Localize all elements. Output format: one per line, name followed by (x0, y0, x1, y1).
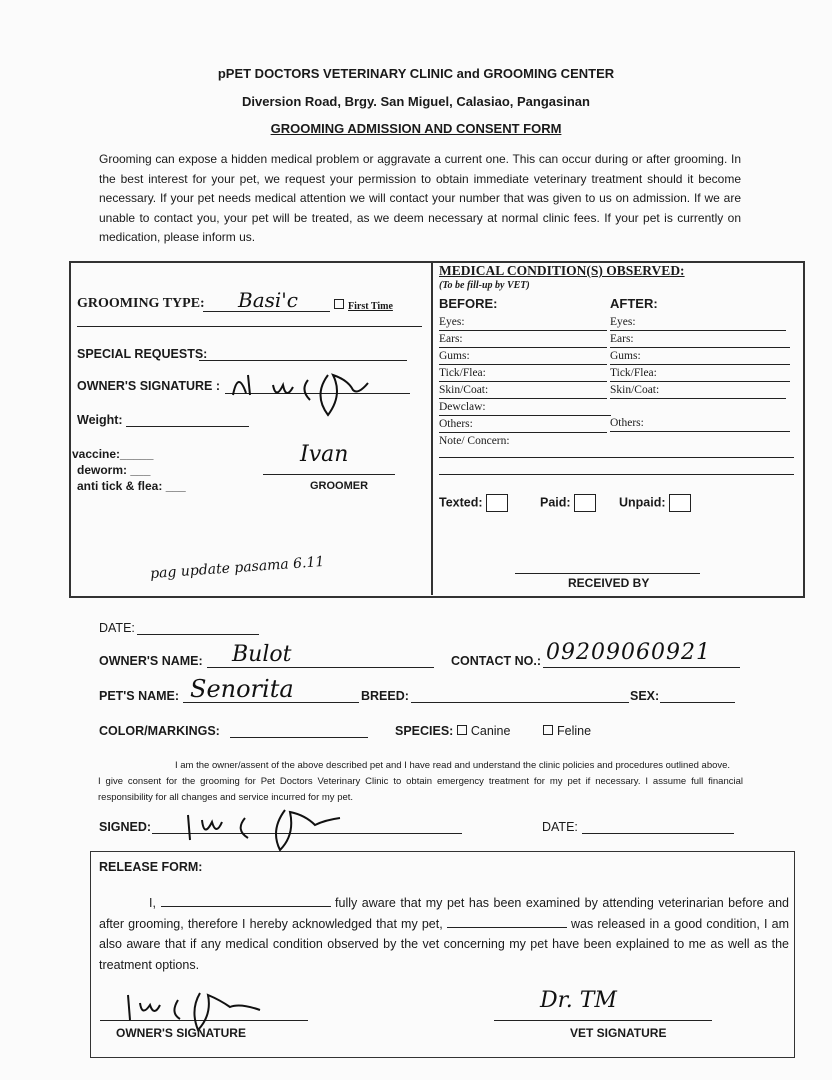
handwritten-note: pag update pasama 6.11 (149, 553, 325, 583)
groomer-label: GROOMER (310, 480, 369, 492)
after-label: AFTER: (610, 296, 658, 311)
species-field: SPECIES: Canine (395, 724, 511, 738)
clinic-address: Diversion Road, Brgy. San Miguel, Calasiao, Pangasinan (242, 94, 590, 109)
after-list: Eyes: Ears: Gums: Tick/Flea: Skin/Coat: Others: (610, 314, 790, 432)
deworm-label: deworm: ___ (77, 463, 151, 477)
feline-option[interactable]: Feline (543, 724, 591, 738)
release-text: I, fully aware that my pet has been examined by attending veterinarian before and after grooming, therefore I hereby acknowledged that my pet, was released in a good condition, I am also aware that if any medical condition observed by the vet concerning my pet have been explained to me as well as the treatment options. (99, 896, 790, 972)
first-time-checkbox[interactable]: First Time (334, 299, 393, 312)
contact-label: CONTACT NO.: (451, 654, 542, 668)
sex-label: SEX: (630, 689, 660, 703)
vet-signature-label: VET SIGNATURE (570, 1026, 667, 1040)
paid-checkbox[interactable]: Paid: (540, 494, 596, 512)
owner-name-value[interactable]: Bulot (232, 642, 292, 667)
unpaid-checkbox[interactable]: Unpaid: (619, 494, 691, 512)
signed-label: SIGNED: (99, 820, 152, 834)
grooming-type-label: GROOMING TYPE: (77, 296, 205, 311)
canine-checkbox[interactable] (457, 725, 467, 735)
owner-signature-label: OWNER'S SIGNATURE (116, 1026, 246, 1040)
special-requests-label: SPECIAL REQUESTS: (77, 347, 208, 361)
form-title: GROOMING ADMISSION AND CONSENT FORM (270, 121, 562, 136)
medical-subtitle: (To be fill-up by VET) (439, 280, 530, 291)
clinic-name: pPET DOCTORS VETERINARY CLINIC and GROOMING CENTER (217, 66, 615, 81)
owner-name-label: OWNER'S NAME: (99, 654, 203, 668)
received-by-label: RECEIVED BY (568, 576, 650, 590)
divider (431, 262, 433, 595)
intro-text: Grooming can expose a hidden medical problem or aggravate a current one. This can occur during or after grooming. In the best interest for your pet, we request your permission to obtain immediate veterinary treatment should it become necessary. If your pet needs medical attention we will contact your number that was given to us on admission. If we are unable to contact you, your pet will be treated, as we deem necessary at normal clinic fees. If your pet is currently on medication, please inform us. (99, 152, 741, 244)
before-list: Eyes: Ears: Gums: Tick/Flea: Skin/Coat: Dewclaw: Others: Note/ Concern: (439, 314, 611, 449)
consent-line2: I give consent for the grooming for Pet Doctors Veterinary Clinic to obtain emergency treatment for my pet if necessary. I assume full financial responsibility for all changes and service incurred for my pet. (98, 776, 743, 803)
pet-name-label: PET'S NAME: (99, 689, 180, 703)
release-title: RELEASE FORM: (99, 860, 203, 874)
anti-tick-label: anti tick & flea: ___ (77, 479, 186, 493)
consent-line1: I am the owner/assent of the above described pet and I have read and understand the clinic policies and procedures outlined above. (175, 760, 731, 771)
grooming-type-value[interactable]: Basi'c (238, 288, 298, 312)
vet-signature-value: Dr. TM (540, 988, 617, 1013)
weight-label: Weight: (77, 413, 123, 427)
breed-label: BREED: (361, 689, 409, 703)
owner-signature-drawing (228, 355, 388, 425)
medical-title: MEDICAL CONDITION(S) OBSERVED: (439, 263, 685, 278)
texted-checkbox[interactable]: Texted: (439, 494, 508, 512)
groomer-value[interactable]: Ivan (300, 442, 349, 467)
owner-signature-label: OWNER'S SIGNATURE : (77, 379, 221, 393)
pet-name-value[interactable]: Senorita (190, 675, 294, 703)
vaccine-label: vaccine:_____ (72, 447, 154, 461)
before-label: BEFORE: (439, 296, 498, 311)
contact-value[interactable]: 09209060921 (546, 640, 711, 665)
consent-date-label: DATE: (542, 820, 578, 834)
date-label: DATE: (99, 621, 135, 635)
color-label: COLOR/MARKINGS: (99, 724, 220, 738)
